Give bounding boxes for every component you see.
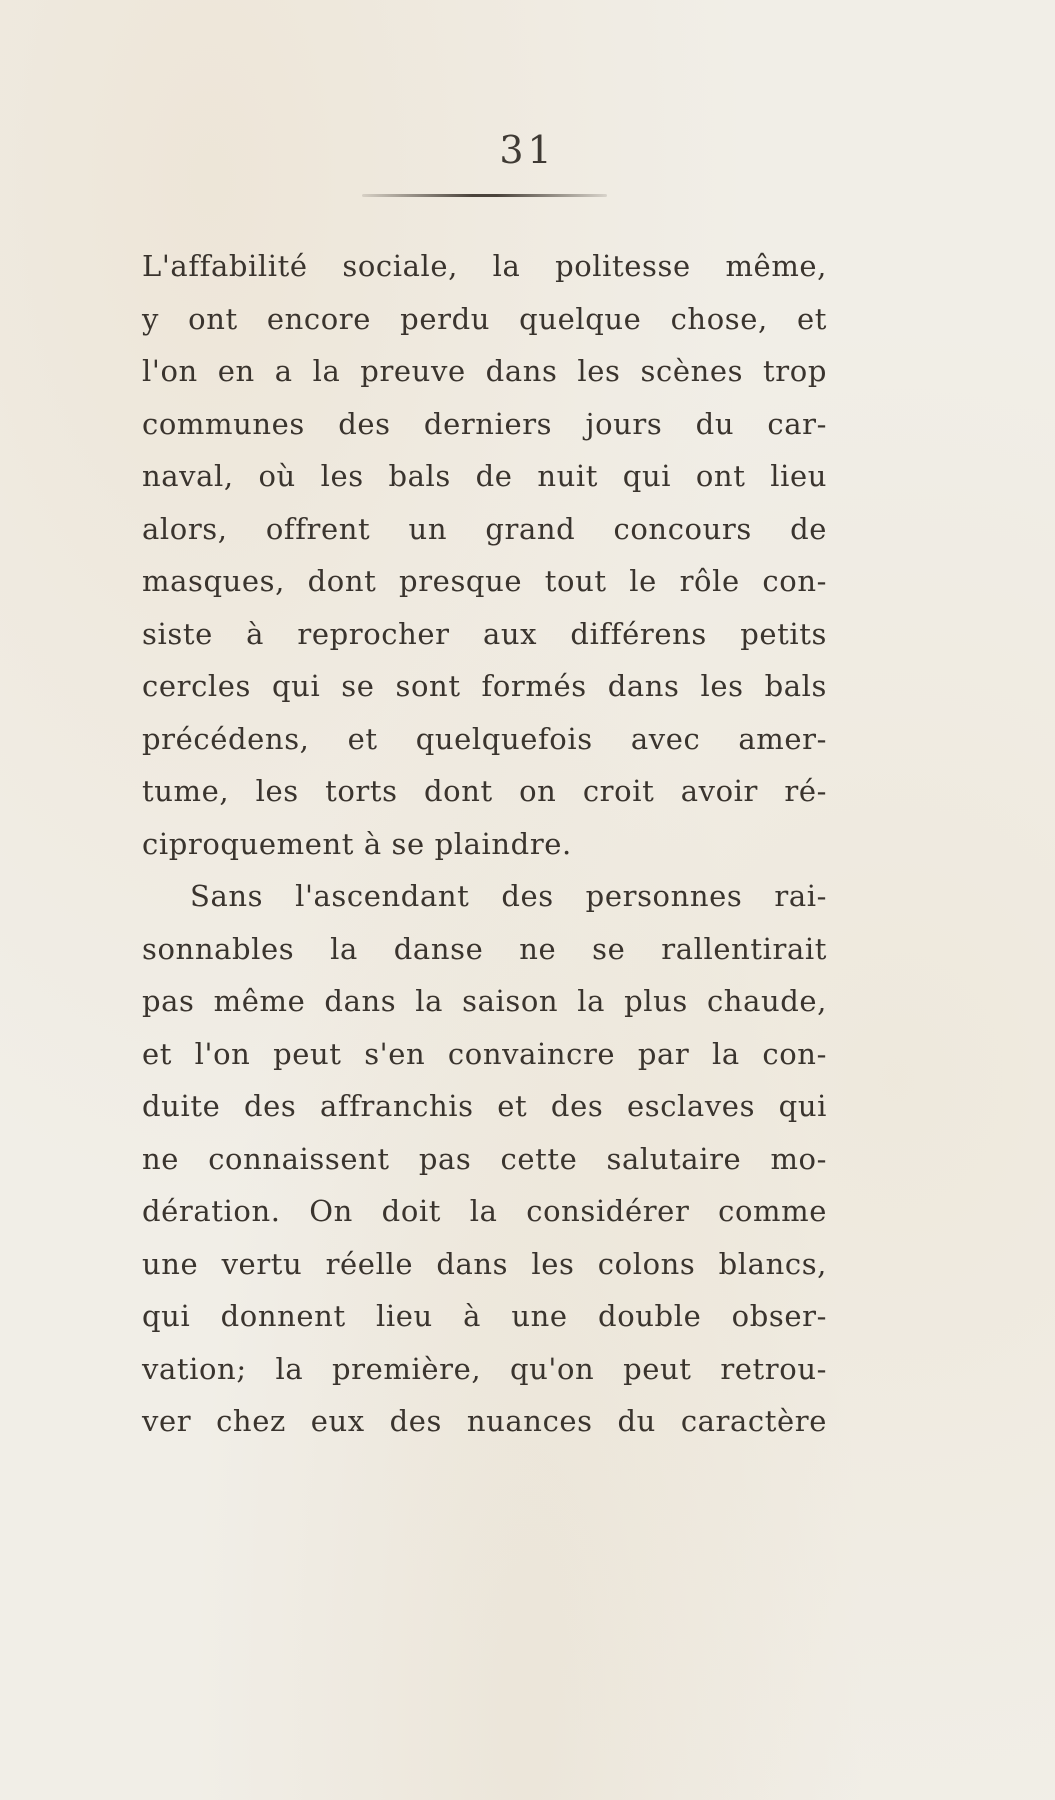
text-line: précédens, et quelquefois avec amer- [142,721,827,756]
text-line: qui donnent lieu à une double obser- [142,1299,827,1333]
text-line: et l'on peut s'en convaincre par la con- [142,1036,827,1071]
text-line: vation; la première, qu'on peut retrou- [142,1351,827,1386]
page-number: 31 [499,128,556,172]
text-line: l'on en a la preuve dans les scènes trop [142,354,827,388]
text-line: siste à reprocher aux différens petits [142,616,827,651]
text-line: sonnables la danse ne se rallentirait [142,931,827,966]
text-line: dération. On doit la considérer comme [142,1194,827,1228]
header-rule [362,194,607,197]
text-line: cercles qui se sont formés dans les bals [142,669,827,703]
text-line: ver chez eux des nuances du caractère [142,1404,827,1438]
text-line: masques, dont presque tout le rôle con- [142,564,827,598]
text-line: duite des affranchis et des esclaves qui [142,1089,827,1123]
text-line: pas même dans la saison la plus chaude, [142,984,827,1018]
text-line: alors, offrent un grand concours de [142,511,827,546]
text-line: une vertu réelle dans les colons blancs, [142,1246,827,1281]
text-line: L'affabilité sociale, la politesse même, [142,249,827,283]
text-line: communes des derniers jours du car- [142,406,827,441]
paragraph-start-line: Sans l'ascendant des personnes rai- [190,879,827,913]
text-line: tume, les torts dont on croit avoir ré- [142,774,827,808]
body-text [142,240,827,1448]
paragraph-end-line: ciproquement à se plaindre. [142,826,572,861]
text-line: y ont encore perdu quelque chose, et [142,301,827,336]
text-line: naval, où les bals de nuit qui ont lieu [142,459,827,493]
text-line: ne connaissent pas cette salutaire mo- [142,1141,827,1176]
